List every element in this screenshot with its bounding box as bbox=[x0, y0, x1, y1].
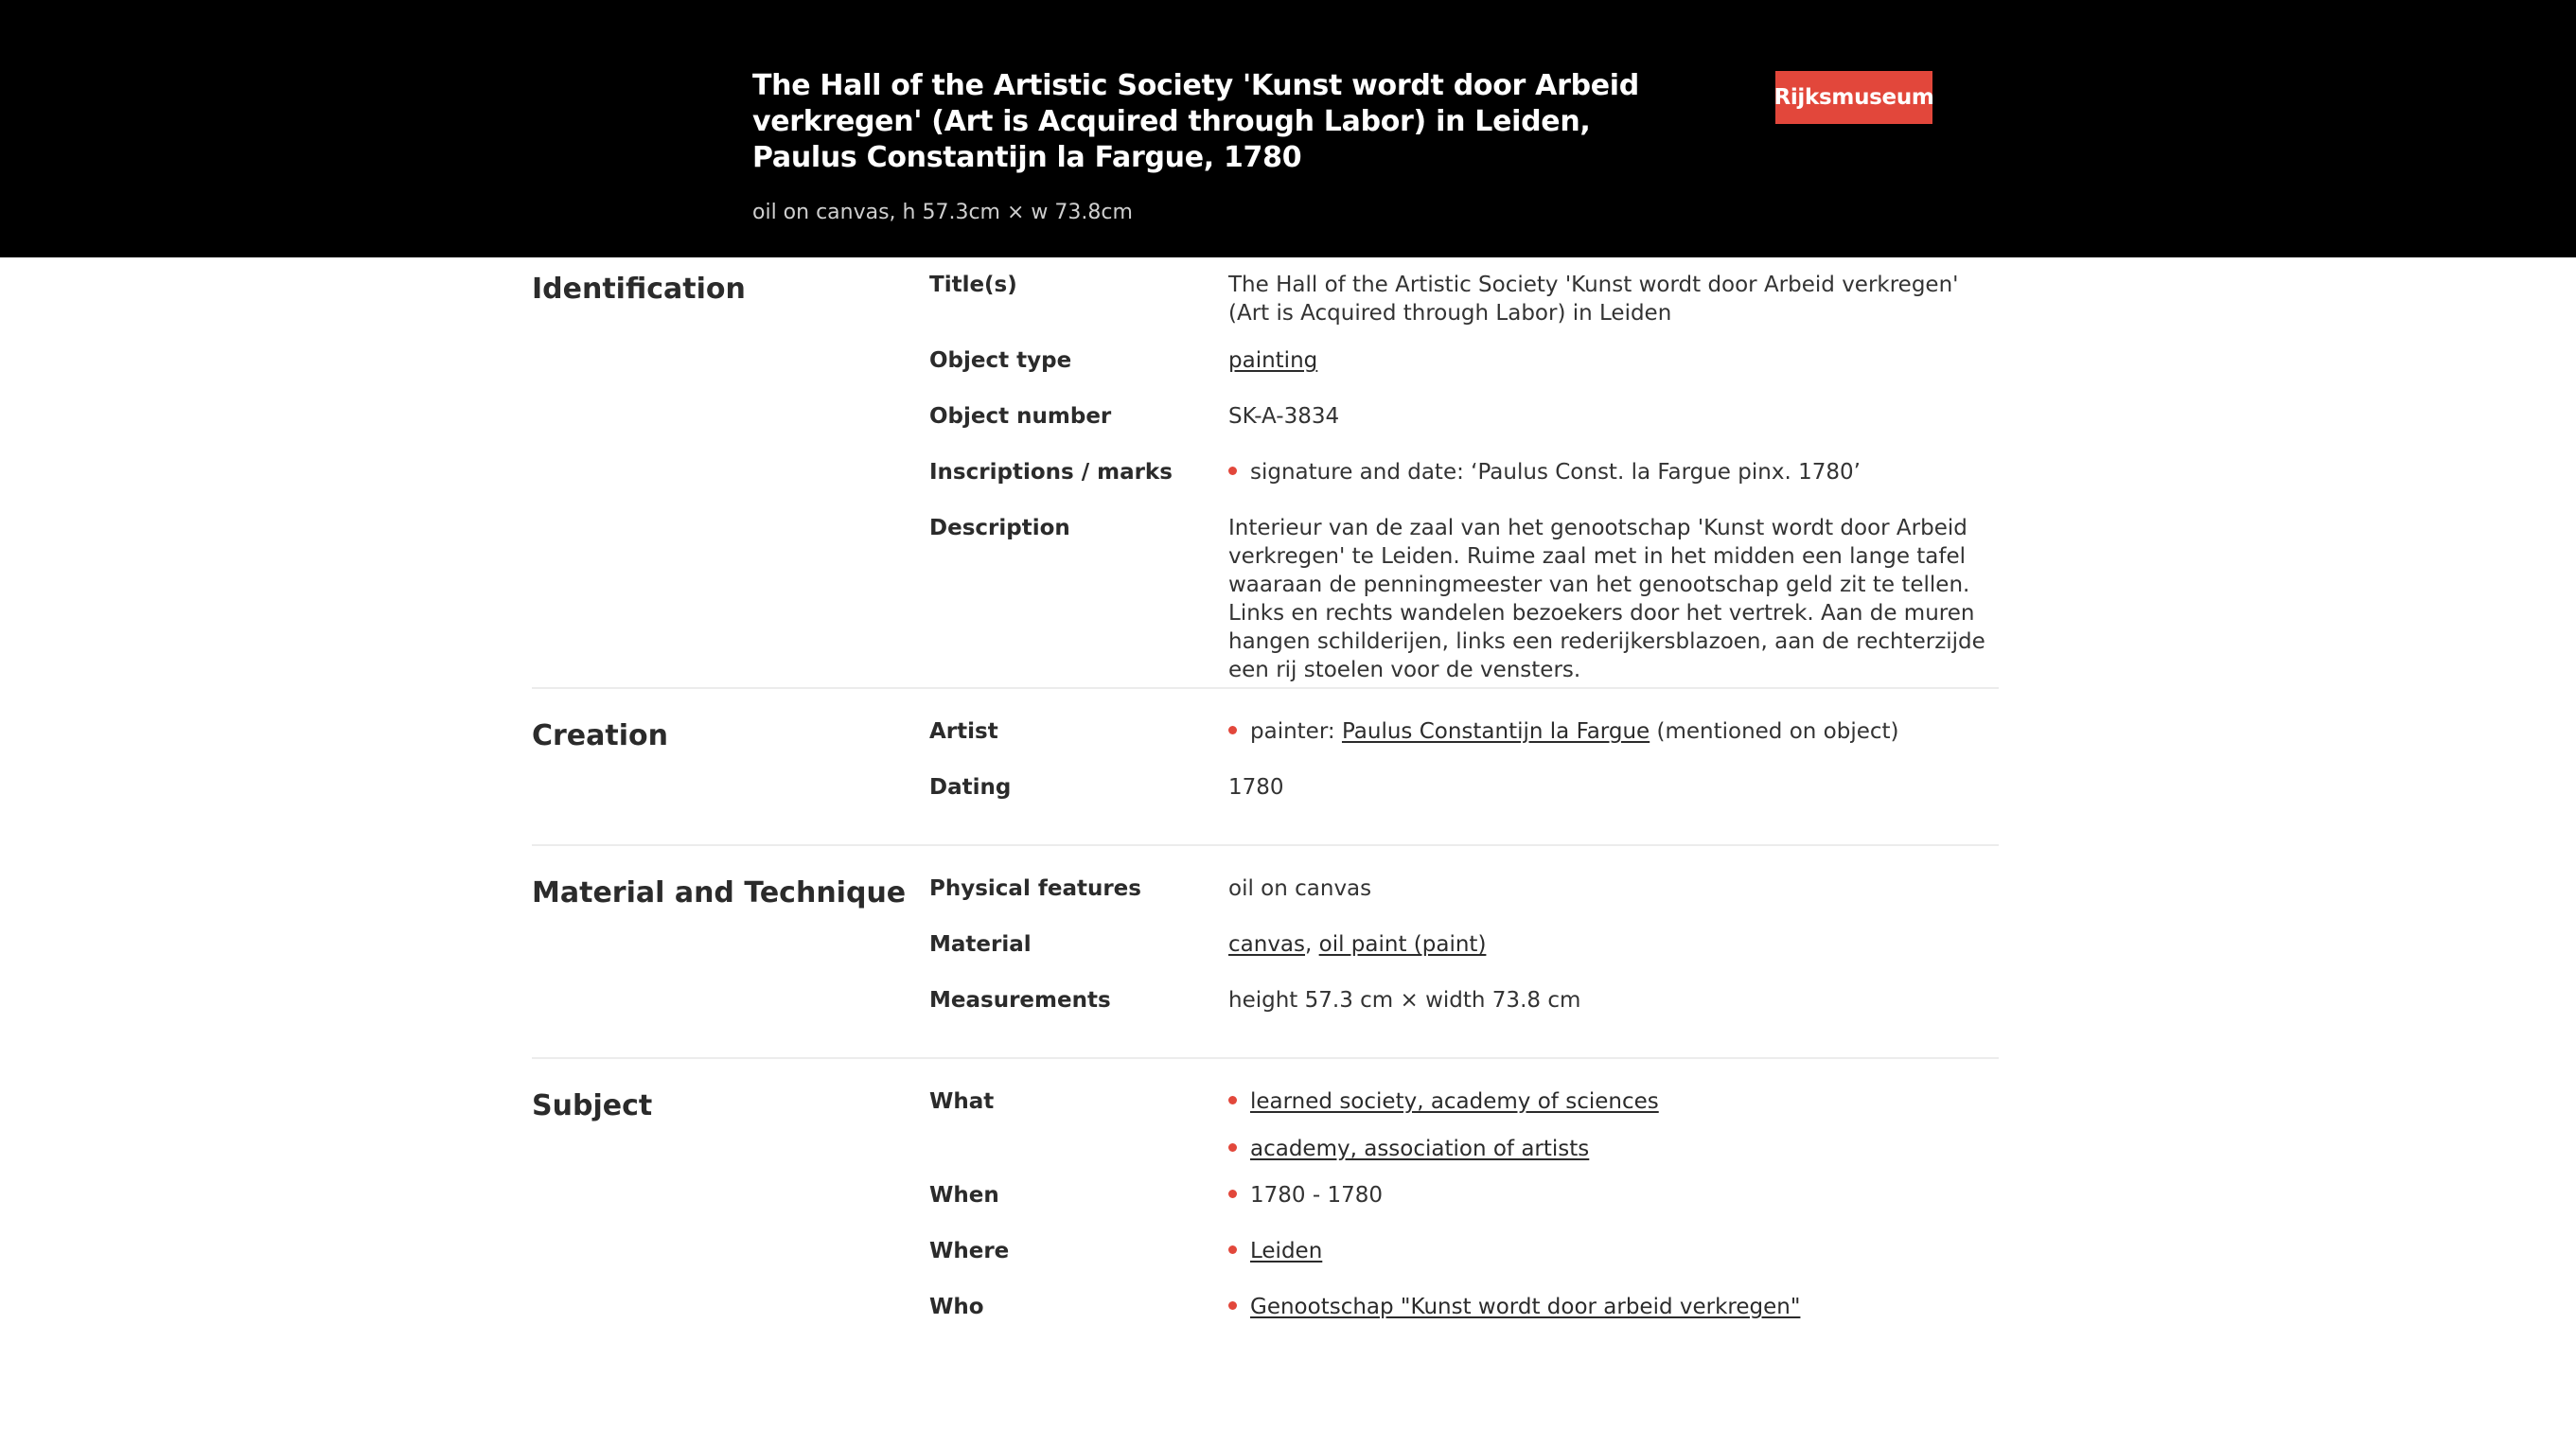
value-object-type bbox=[1228, 346, 2004, 375]
value-measurements: height 57.3 cm × width 73.8 cm bbox=[1228, 988, 1581, 1013]
bullet-icon bbox=[1228, 1245, 1237, 1254]
label-material: Material bbox=[929, 932, 1032, 957]
bullet-icon bbox=[1228, 1301, 1237, 1310]
material-canvas-link[interactable]: canvas bbox=[1228, 932, 1306, 957]
when-text: 1780 - 1780 bbox=[1250, 1183, 1383, 1208]
section-divider bbox=[532, 1057, 1999, 1059]
bullet-icon bbox=[1228, 726, 1237, 734]
label-titles: Title(s) bbox=[929, 273, 1017, 297]
artist-prefix: painter: bbox=[1250, 719, 1342, 744]
value-dating: 1780 bbox=[1228, 775, 1284, 800]
value-object-number: SK-A-3834 bbox=[1228, 404, 1340, 429]
value-what-2 bbox=[1228, 1135, 2004, 1163]
value-material bbox=[1228, 930, 2004, 959]
label-description: Description bbox=[929, 516, 1070, 540]
artwork-subtitle: oil on canvas, h 57.3cm × w 73.8cm bbox=[752, 201, 1133, 224]
bullet-icon bbox=[1228, 467, 1237, 475]
value-description: Interieur van de zaal van het genootschap 'Kunst wordt door Arbeid verkregen' te Leiden. Ruime zaal met in het midden een lange tafel waaraan de penningmeester van het genootschap geld zit te tellen. Links en rechts wandelen bezoekers door het vertrek. Aan de muren hangen schilderijen, links een rederijkersblazoen, aan de rechterzijde een rij stoelen voor de vensters. bbox=[1228, 516, 1985, 682]
what-link-1[interactable]: learned society, academy of sciences bbox=[1250, 1089, 1659, 1114]
label-inscriptions: Inscriptions / marks bbox=[929, 460, 1173, 485]
section-divider bbox=[532, 844, 1999, 846]
what-link-2[interactable]: academy, association of artists bbox=[1250, 1137, 1590, 1161]
section-divider bbox=[532, 687, 1999, 689]
value-inscriptions bbox=[1228, 458, 2004, 486]
value-where bbox=[1228, 1237, 2004, 1265]
section-title-identification: Identification bbox=[532, 273, 746, 306]
label-dating: Dating bbox=[929, 775, 1012, 800]
artwork-title: The Hall of the Artistic Society 'Kunst wordt door Arbeid verkregen' (Art is Acquired through Labor) in Leiden, Paulus Constantijn la Fargue, 1780 bbox=[752, 69, 1639, 174]
section-title-creation: Creation bbox=[532, 719, 668, 752]
material-separator: , bbox=[1305, 932, 1319, 957]
label-object-number: Object number bbox=[929, 404, 1112, 429]
label-where: Where bbox=[929, 1239, 1010, 1263]
section-title-subject: Subject bbox=[532, 1089, 653, 1122]
page-header bbox=[0, 0, 2576, 257]
value-artist bbox=[1228, 717, 2080, 746]
inscriptions-text: signature and date: ‘Paulus Const. la Fargue pinx. 1780’ bbox=[1250, 460, 1861, 485]
value-titles: The Hall of the Artistic Society 'Kunst wordt door Arbeid verkregen' (Art is Acquired through Labor) in Leiden bbox=[1228, 273, 1959, 326]
label-when: When bbox=[929, 1183, 999, 1208]
section-title-material: Material and Technique bbox=[532, 876, 907, 909]
bullet-icon bbox=[1228, 1143, 1237, 1152]
value-who bbox=[1228, 1293, 2004, 1321]
label-physical-features: Physical features bbox=[929, 876, 1141, 901]
artist-suffix: (mentioned on object) bbox=[1650, 719, 1899, 744]
label-measurements: Measurements bbox=[929, 988, 1111, 1013]
where-link[interactable]: Leiden bbox=[1250, 1239, 1323, 1263]
label-what: What bbox=[929, 1089, 995, 1114]
material-oil-paint-link[interactable]: oil paint (paint) bbox=[1318, 932, 1487, 957]
bullet-icon bbox=[1228, 1190, 1237, 1198]
label-object-type: Object type bbox=[929, 348, 1072, 373]
label-artist: Artist bbox=[929, 719, 998, 744]
who-link[interactable]: Genootschap "Kunst wordt door arbeid verkregen" bbox=[1250, 1295, 1801, 1319]
object-type-link[interactable]: painting bbox=[1228, 348, 1318, 373]
rijksmuseum-logo[interactable]: Rijksmuseum bbox=[1775, 71, 1932, 124]
label-who: Who bbox=[929, 1295, 984, 1319]
value-physical-features: oil on canvas bbox=[1228, 876, 1372, 901]
artist-link[interactable]: Paulus Constantijn la Fargue bbox=[1341, 719, 1650, 744]
bullet-icon bbox=[1228, 1096, 1237, 1104]
value-when bbox=[1228, 1181, 2004, 1210]
value-what-1 bbox=[1228, 1087, 2004, 1116]
